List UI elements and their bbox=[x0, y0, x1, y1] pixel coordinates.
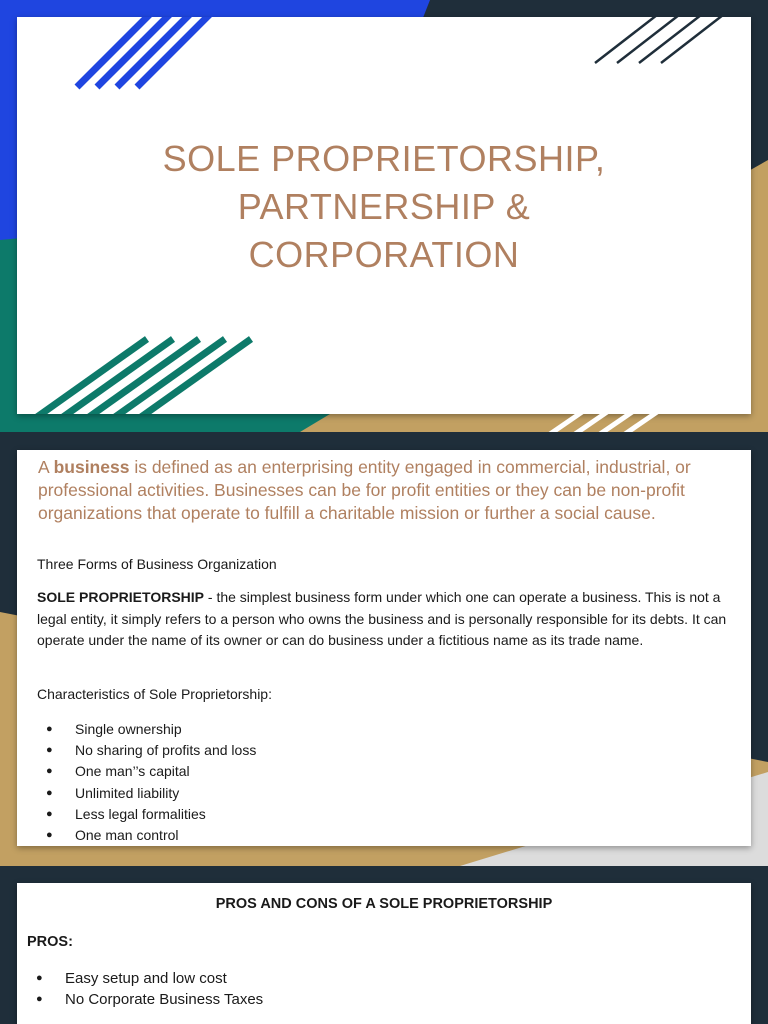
characteristics-list bbox=[37, 719, 737, 846]
pros-list bbox=[27, 968, 263, 1010]
list-item: ● Less legal formalities bbox=[37, 804, 737, 825]
list-item: ● Single ownership bbox=[37, 719, 737, 740]
title-line-1: SOLE PROPRIETORSHIP, bbox=[162, 138, 606, 179]
sole-term: SOLE PROPRIETORSHIP bbox=[37, 589, 204, 605]
title-line-2: PARTNERSHIP & bbox=[237, 186, 531, 227]
list-item: ● Easy setup and low cost bbox=[27, 968, 263, 989]
bullet-icon: ● bbox=[46, 744, 53, 757]
blue-stripes bbox=[77, 17, 222, 87]
list-item: ● No Corporate Business Taxes bbox=[27, 989, 263, 1010]
bullet-icon: ● bbox=[46, 723, 53, 735]
list-item: ● Unlimited liability bbox=[37, 783, 737, 804]
forms-heading: Three Forms of Business Organization bbox=[37, 556, 277, 572]
bullet-icon: ● bbox=[36, 993, 43, 1006]
list-item: ● One man control bbox=[37, 825, 737, 846]
intro-text: is defined as an enterprising entity engaged in commercial, industrial, or professional activities. Businesses can be for profit entities or they can be non-profit organizations that operate to fulfill a charitable mission or further a social cause. bbox=[38, 457, 691, 523]
bullet-icon: ● bbox=[36, 972, 43, 984]
bullet-icon: ● bbox=[46, 786, 53, 799]
business-term: business bbox=[53, 457, 130, 477]
pros-cons-heading: PROS AND CONS OF A SOLE PROPRIETORSHIP bbox=[215, 896, 553, 912]
intro-prefix: A bbox=[38, 457, 54, 477]
bullet-icon: ● bbox=[46, 828, 53, 841]
business-definition-slide bbox=[0, 432, 768, 866]
sole-def-text: - the simplest business form under which one can operate a business. This is not a legal entity, it simply refers to a person who owns the business and is personally responsible for its debts. It can operate under the name of its owner or can do business under a fictitious name as its trade name. bbox=[37, 589, 727, 648]
list-item: ● No sharing of profits and loss bbox=[37, 740, 737, 761]
pros-label: PROS: bbox=[27, 934, 73, 950]
title-line-3: CORPORATION bbox=[248, 234, 520, 275]
bullet-icon: ● bbox=[46, 807, 53, 820]
content-card bbox=[17, 450, 751, 846]
teal-stripes bbox=[37, 339, 251, 414]
pros-card bbox=[17, 883, 751, 1024]
slide-title bbox=[17, 135, 751, 279]
title-slide bbox=[0, 0, 768, 432]
characteristics-heading: Characteristics of Sole Proprietorship: bbox=[37, 686, 272, 702]
bullet-icon: ● bbox=[46, 765, 53, 778]
pros-cons-slide bbox=[0, 866, 768, 1024]
title-card bbox=[17, 17, 751, 414]
navy-stripes bbox=[595, 17, 723, 63]
list-item: ● One man’’s capital bbox=[37, 761, 737, 782]
business-definition bbox=[38, 456, 738, 525]
sole-proprietorship-definition bbox=[37, 587, 737, 652]
